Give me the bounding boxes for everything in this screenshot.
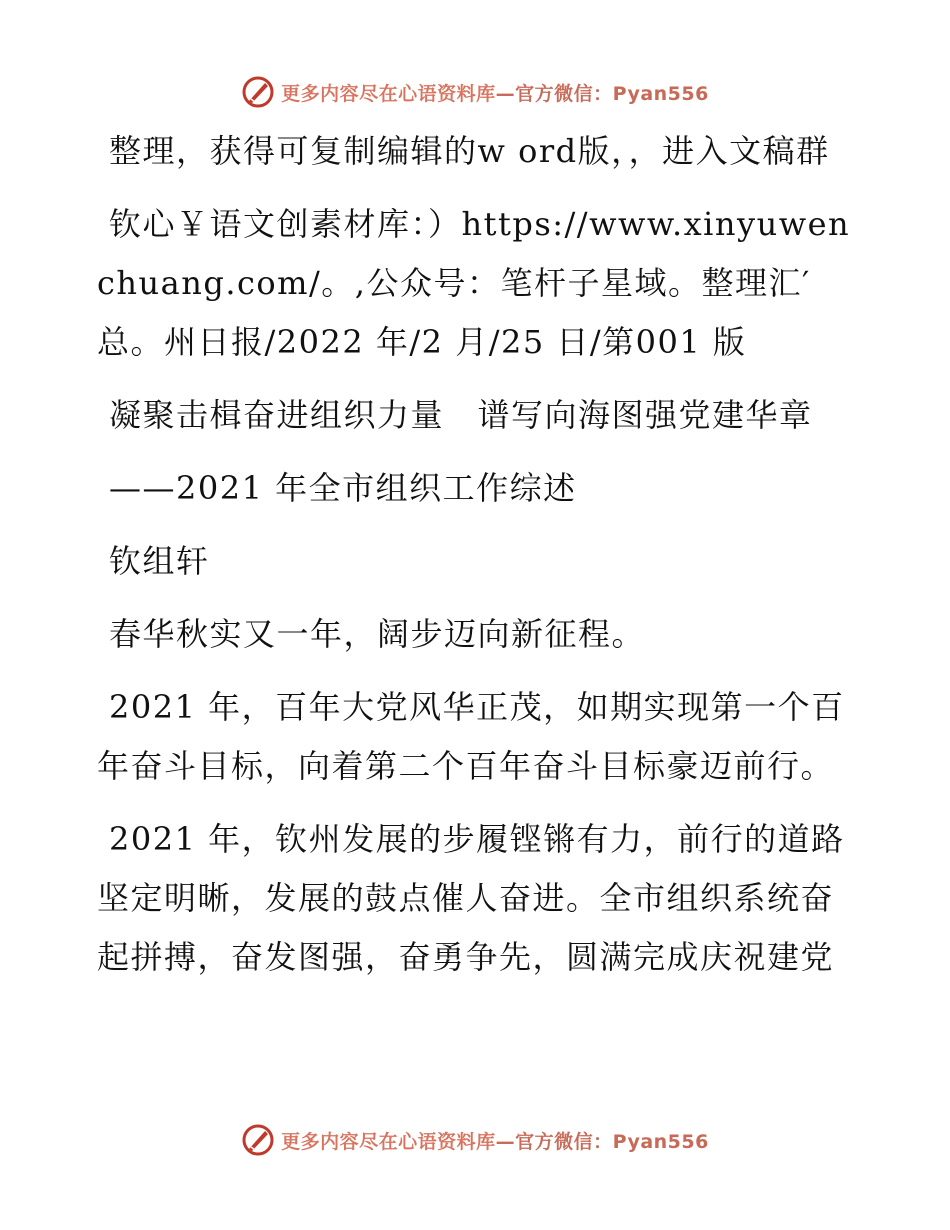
watermark-text: 更多内容尽在心语资料库—官方微信：Pyan556 bbox=[281, 1130, 709, 1153]
watermark-text: 更多内容尽在心语资料库—官方微信：Pyan556 bbox=[281, 82, 709, 105]
paragraph-body-2: 2021 年，钦州发展的步履铿锵有力，前行的道路坚定明晰，发展的鼓点催人奋进。全市组织系统奋起拼搏，奋发图强，奋勇争先，圆满完成庆祝建党 bbox=[97, 820, 845, 976]
paragraph-body-1: 2021 年，百年大党风华正茂，如期实现第一个百年奋斗目标，向着第二个百年奋斗目标豪迈前行。 bbox=[97, 688, 845, 785]
document-body bbox=[97, 122, 857, 1001]
article-title: 凝聚击楫奋进组织力量 谱写向海图强党建华章 bbox=[109, 396, 813, 434]
article-author: 钦组轩 bbox=[109, 542, 210, 580]
article-subtitle: ——2021 年全市组织工作综述 bbox=[109, 469, 577, 507]
quill-pen-circle-logo-icon bbox=[241, 1123, 275, 1157]
quill-pen-circle-logo-icon bbox=[241, 75, 275, 109]
header-watermark bbox=[0, 72, 950, 112]
paragraph-intro: 整理，获得可复制编辑的w ord版，，进入文稿群 bbox=[109, 132, 830, 170]
footer-watermark bbox=[0, 1120, 950, 1160]
paragraph-opening: 春华秋实又一年，阔步迈向新征程。 bbox=[109, 615, 646, 653]
paragraph-source: 钦心￥语文创素材库：）https://www.xinyuwenchuang.com/。,公众号：笔杆子星域。整理汇′总。州日报/2022 年/2 月/25 日/第001 版 bbox=[97, 205, 851, 361]
